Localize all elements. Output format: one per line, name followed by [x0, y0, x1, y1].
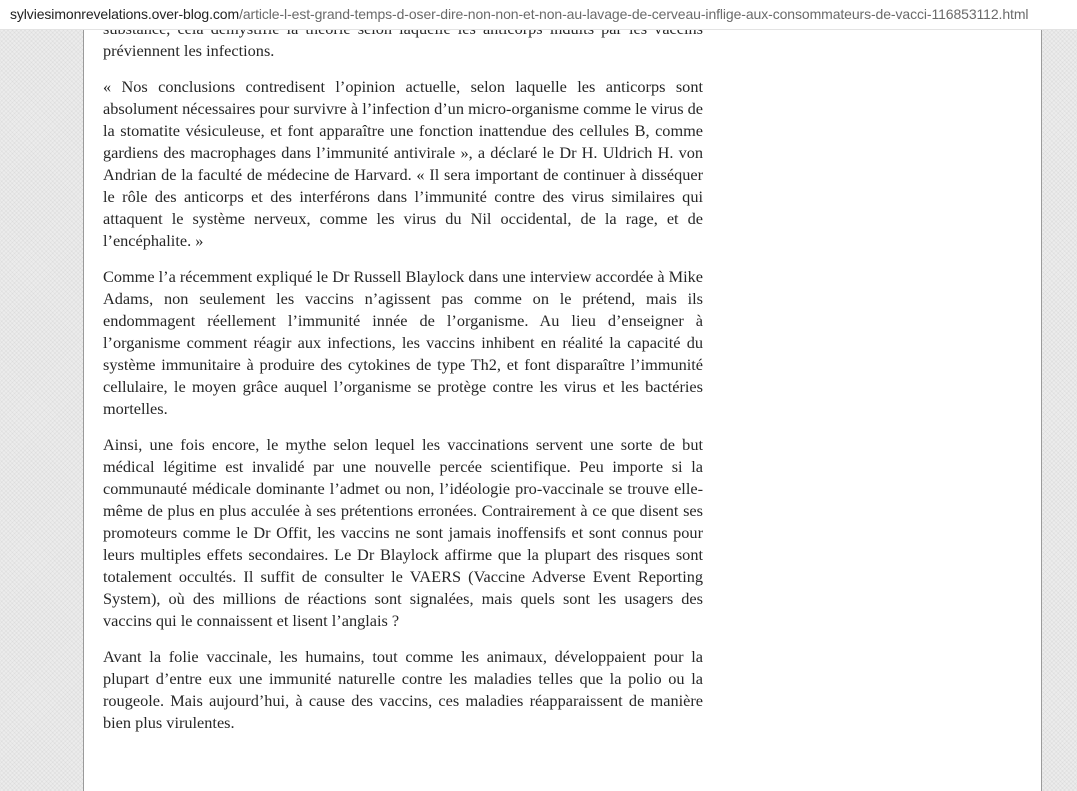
article-body [103, 18, 703, 748]
article-paragraph: « Nos conclusions contredisent l’opinion actuelle, selon laquelle les anticorps sont absolument nécessaires pour survivre à l’infection d’un micro-organisme comme le virus de la stomatite vésiculeuse, et font apparaître une fonction inattendue des cellules B, comme gardiens des macrophages dans l’immunité antivirale », a déclaré le Dr H. Uldrich H. von Andrian de la faculté de médecine de Harvard. « Il sera important de continuer à disséquer le rôle des anticorps et des interférons dans l’immunité contre des virus similaires qui attaquent le système nerveux, comme les virus du Nil occidental, de la rage, et de l’encéphalite. » [103, 77, 703, 250]
url-domain: sylviesimonrevelations.over-blog.com [10, 6, 240, 22]
address-bar[interactable] [0, 0, 1077, 30]
article-panel [83, 30, 1042, 791]
url-text[interactable] [10, 6, 1028, 22]
article-paragraph: Avant la folie vaccinale, les humains, tout comme les animaux, développaient pour la plupart d’entre eux une immunité naturelle contre les maladies telles que la polio ou la rougeole. Mais aujourd’hui, à cause des vaccins, ces maladies réapparaissent de manière bien plus virulentes. [103, 647, 703, 732]
article-paragraph: Ainsi, une fois encore, le mythe selon lequel les vaccinations servent une sorte de but médical légitime est invalidé par une nouvelle percée scientifique. Peu importe si la communauté médicale dominante l’admet ou non, l’idéologie pro-vaccinale se trouve elle-même de plus en plus acculée à ses prétentions erronées. Contrairement à ce que disent ses promoteurs comme le Dr Offit, les vaccins ne sont jamais inoffensifs et sont connus pour leurs multiples effets secondaires. Le Dr Blaylock affirme que la plupart des risques sont totalement occultés. Il suffit de consulter le VAERS (Vaccine Adverse Event Reporting System), où des millions de réactions sont signalées, mais quels sont les usagers des vaccins qui le connaissent et lisent l’anglais ? [103, 435, 703, 630]
article-paragraph: Comme l’a récemment expliqué le Dr Russell Blaylock dans une interview accordée à Mike Adams, non seulement les vaccins n’agissent pas comme on le prétend, mais ils endommagent réellement l’immunité innée de l’organisme. Au lieu d’enseigner à l’organisme comment réagir aux infections, les vaccins inhibent en réalité la capacité du système immunitaire à produire des cytokines de type Th2, et font disparaître l’immunité cellulaire, le moyen grâce auquel l’organisme se protège contre les virus et les bactéries mortelles. [103, 267, 703, 418]
url-path: /article-l-est-grand-temps-d-oser-dire-non-non-et-non-au-lavage-de-cerveau-inflige-aux-consommateurs-de-vacci-116853112.html [239, 6, 1029, 22]
article-paragraph: préviennent les infections. [103, 41, 275, 60]
